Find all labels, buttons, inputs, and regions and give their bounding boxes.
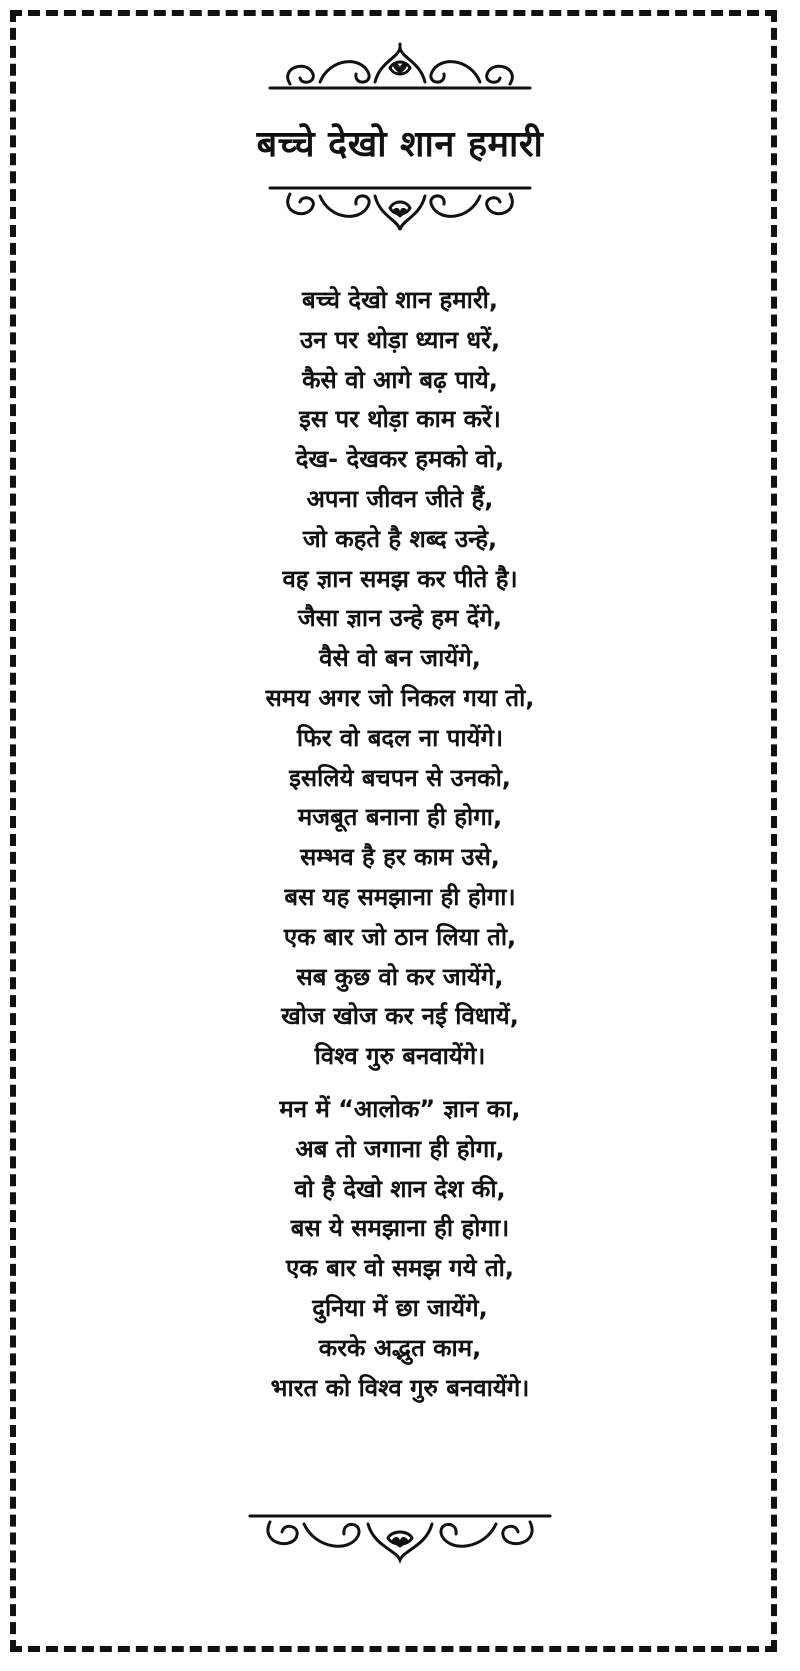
poem-line: अब तो जगाना ही होगा, (295, 1134, 505, 1163)
poem-line: इस पर थोड़ा काम करें। (299, 405, 501, 434)
poem-stanza-2 (0, 1090, 800, 1408)
poem-line: फिर वो बदल ना पायेंगे। (296, 723, 504, 752)
poem-line: एक बार जो ठान लिया तो, (283, 922, 517, 951)
poem-line: इसलिये बचपन से उनको, (289, 763, 511, 792)
poem-line: जो कहते है शब्द उन्हे, (302, 524, 498, 553)
poem-line: बस ये समझाना ही होगा। (290, 1214, 510, 1243)
top-ornament-icon (0, 38, 800, 108)
poem-line: जैसा ज्ञान उन्हे हम देंगे, (297, 604, 503, 633)
poem-line: देख- देखकर हमको वो, (295, 445, 505, 474)
poem-title: बच्चे देखो शान हमारी (256, 124, 544, 165)
poem-line: बच्चे देखो शान हमारी, (302, 286, 498, 314)
poem-line: करके अद्भुत काम, (318, 1333, 482, 1362)
bottom-ornament-icon (0, 1508, 800, 1578)
title-underline-ornament-icon (0, 180, 800, 250)
poem-line: एक बार वो समझ गये तो, (286, 1254, 514, 1283)
poem-line: खोज खोज कर नई विधायें, (281, 1002, 519, 1031)
poem-line: मजबूत बनाना ही होगा, (297, 803, 503, 832)
poem-line: अपना जीवन जीते हैं, (306, 484, 494, 513)
poem-line: मन में “आलोक” ज्ञान का, (279, 1095, 521, 1123)
poem-line: उन पर थोड़ा ध्यान धरें, (299, 325, 501, 354)
poem-line: वह ज्ञान समझ कर पीते है। (282, 564, 518, 593)
poem-line: वैसे वो बन जायेंगे, (319, 644, 481, 673)
poem-line: विश्व गुरु बनवायेंगे। (314, 1042, 486, 1071)
poem-line: बस यह समझाना ही होगा। (284, 882, 516, 911)
poem-line: सम्भव है हर काम उसे, (300, 843, 500, 872)
poem-line: भारत को विश्व गुरु बनवायेंगे। (270, 1373, 530, 1402)
poem-line: समय अगर जो निकल गया तो, (265, 683, 535, 712)
poem-line: दुनिया में छा जायेंगे, (312, 1293, 488, 1322)
poem-line: सब कुछ वो कर जायेंगे, (296, 962, 504, 991)
poem-line: कैसे वो आगे बढ़ पाये, (302, 365, 498, 394)
poem-line: वो है देखो शान देश की, (294, 1174, 506, 1203)
poem-stanza-1 (0, 281, 800, 1077)
